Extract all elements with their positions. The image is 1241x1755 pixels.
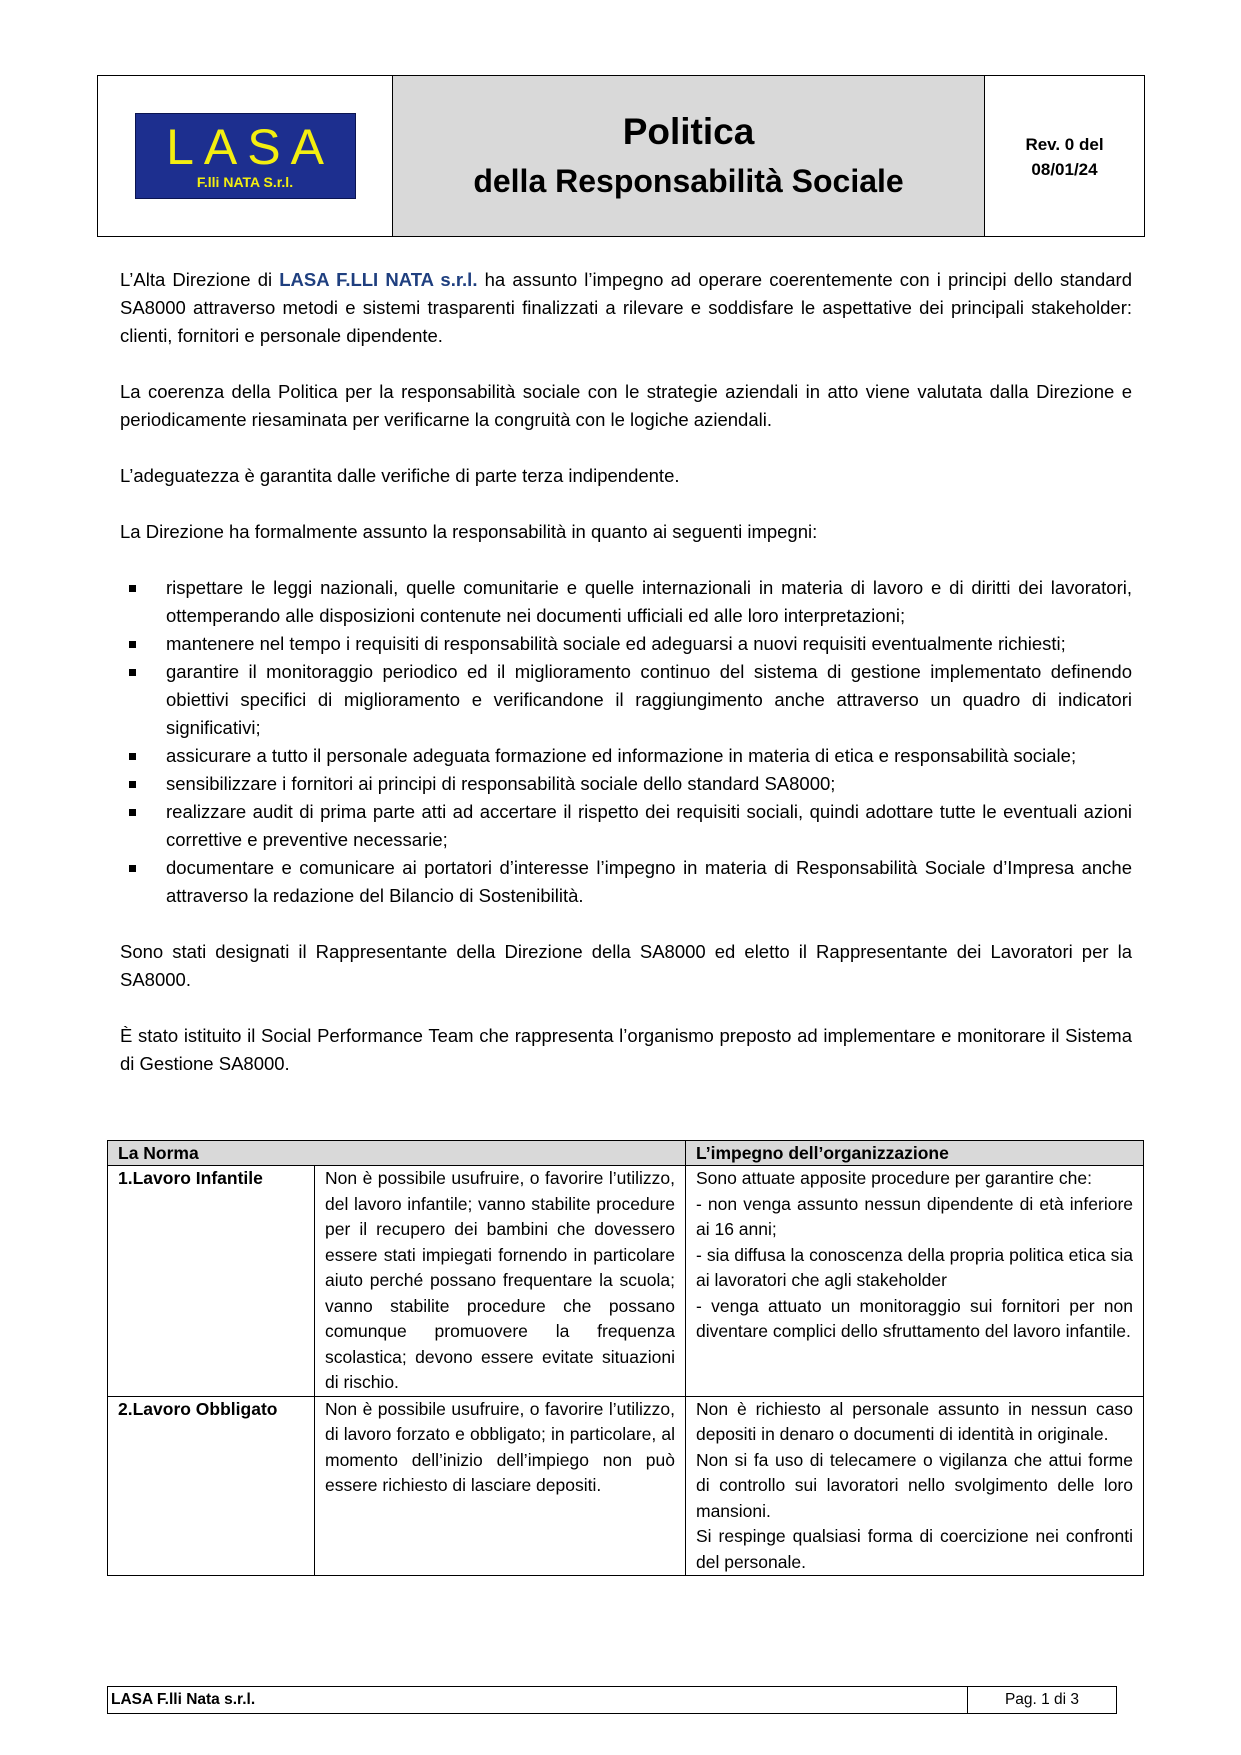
header-commitment: L’impegno dell’organizzazione [686, 1141, 1144, 1166]
list-item: assicurare a tutto il personale adeguata formazione ed informazione in materia di etica e responsabilità sociale; [120, 742, 1132, 770]
table-header-row [108, 1141, 1144, 1166]
intro-paragraph [120, 266, 1132, 350]
commitment-line: Non è richiesto al personale assunto in nessun caso depositi in denaro o documenti di identità in originale. [696, 1398, 1133, 1444]
norm-name: 2.Lavoro Obbligato [108, 1396, 315, 1576]
list-item: realizzare audit di prima parte atti ad accertare il rispetto dei requisiti sociali, quindi adottare tutte le eventuali azioni correttive e preventive necessarie; [120, 798, 1132, 854]
title-cell [393, 76, 985, 236]
spt-paragraph: È stato istituito il Social Performance Team che rappresenta l’organismo preposto ad implementare e monitorare il Sistema di Gestione SA8000. [120, 1025, 1132, 1074]
list-item: documentare e comunicare ai portatori d’interesse l’impegno in materia di Responsabilità Sociale d’Impresa anche attraverso la redazione del Bilancio di Sostenibilità. [120, 854, 1132, 910]
commitment-line: - venga attuato un monitoraggio sui fornitori per non diventare complici dello sfruttamento del lavoro infantile. [696, 1295, 1133, 1341]
norm-commitment [686, 1166, 1144, 1397]
logo-subtext: F.lli NATA S.r.l. [196, 174, 294, 190]
document-header [97, 75, 1145, 237]
list-item: rispettare le leggi nazionali, quelle comunitarie e quelle internazionali in materia di lavoro e di diritti dei lavoratori, ottemperando alle disposizioni contenute nei documenti ufficiali ed alle loro interpretazioni; [120, 574, 1132, 630]
coherence-paragraph: La coerenza della Politica per la responsabilità sociale con le strategie aziendali in atto viene valutata dalla Direzione e periodicamente riesaminata per verificarne la congruità con le logiche aziendali. [120, 381, 1132, 430]
revision-cell [985, 76, 1144, 236]
revision-date: 08/01/24 [1031, 160, 1098, 179]
commitment-line: - sia diffusa la conoscenza della propria politica etica sia ai lavoratori che agli stakeholder [696, 1244, 1133, 1290]
representatives-paragraph: Sono stati designati il Rappresentante della Direzione della SA8000 ed eletto il Rappresentante dei Lavoratori per la SA8000. [120, 941, 1132, 990]
adequacy-paragraph: L’adeguatezza è garantita dalle verifiche di parte terza indipendente. [120, 465, 680, 486]
commitment-line: - non venga assunto nessun dipendente di età inferiore ai 16 anni; [696, 1193, 1133, 1239]
logo-cell [98, 76, 393, 236]
company-logo [135, 113, 356, 199]
header-norm: La Norma [108, 1141, 686, 1166]
page-number: Pag. 1 di 3 [1004, 1691, 1080, 1708]
commitment-line: Sono attuate apposite procedure per garantire che: [696, 1168, 1092, 1188]
norm-table [107, 1140, 1144, 1576]
company-name: LASA F.LLI NATA s.r.l. [279, 269, 478, 290]
table-row [108, 1396, 1144, 1576]
list-item: garantire il monitoraggio periodico ed il miglioramento continuo del sistema di gestione implementato definendo obiettivi specifici di miglioramento e verificandone il raggiungimento anche attraverso un quadro di indicatori significativi; [120, 658, 1132, 742]
logo-text: LASA [166, 119, 334, 175]
norm-name: 1.Lavoro Infantile [108, 1166, 315, 1397]
norm-commitment [686, 1396, 1144, 1576]
norm-description: Non è possibile usufruire, o favorire l’utilizzo, del lavoro infantile; vanno stabilite procedure per il recupero dei bambini che dovessero essere stati impiegati fornendo in particolare aiuto perché possano frequentare la scuola; vanno stabilite procedure che possano comunque promuovere la frequenza scolastica; devono essere evitate situazioni di rischio. [315, 1166, 686, 1397]
intro-suffix: ha assunto l’impegno ad operare coerentemente con i principi dello standard SA8000 attraverso metodi e sistemi trasparenti finalizzati a rilevare e soddisfare le aspettative dei principali stakeholder: clienti, fornitori e personale dipendente. [120, 269, 1132, 346]
commitment-line: Si respinge qualsiasi forma di coercizione nei confronti del personale. [696, 1526, 1133, 1572]
commitments-list [120, 574, 1132, 910]
footer-company: LASA F.lli Nata s.r.l. [108, 1687, 968, 1713]
document-footer [107, 1686, 1117, 1714]
list-item: sensibilizzare i fornitori ai principi di responsabilità sociale dello standard SA8000; [120, 770, 1132, 798]
commitment-line: Non si fa uso di telecamere o vigilanza che attui forme di controllo sui lavoratori nello svolgimento delle loro mansioni. [696, 1449, 1133, 1521]
document-subtitle: della Responsabilità Sociale [473, 163, 904, 199]
table-row [108, 1166, 1144, 1397]
revision-label: Rev. 0 del [1025, 135, 1104, 154]
commitments-intro: La Direzione ha formalmente assunto la responsabilità in quanto ai seguenti impegni: [120, 521, 818, 542]
intro-prefix: L’Alta Direzione di [120, 269, 280, 290]
list-item: mantenere nel tempo i requisiti di responsabilità sociale ed adeguarsi a nuovi requisiti eventualmente richiesti; [120, 630, 1132, 658]
document-body [120, 266, 1132, 1106]
norm-description: Non è possibile usufruire, o favorire l’utilizzo, di lavoro forzato e obbligato; in particolare, al momento dell’inizio dell’impiego non può essere richiesto di lasciare depositi. [315, 1396, 686, 1576]
document-title: Politica [622, 111, 755, 152]
